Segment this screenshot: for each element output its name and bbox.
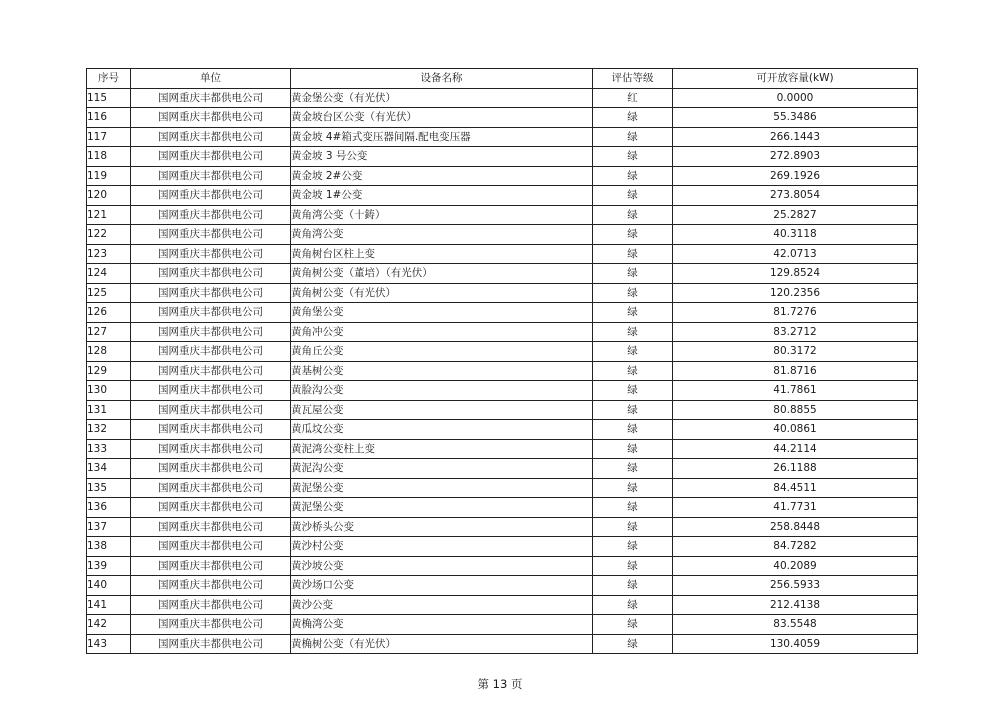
cell-grade: 绿 [593, 400, 673, 420]
cell-unit: 国网重庆丰都供电公司 [131, 303, 291, 323]
cell-seq: 138 [87, 537, 131, 557]
cell-grade: 绿 [593, 342, 673, 362]
table-row [87, 147, 918, 167]
header-unit: 单位 [131, 69, 291, 89]
cell-capacity: 212.4138 [673, 595, 918, 615]
cell-capacity: 272.8903 [673, 147, 918, 167]
table-row [87, 595, 918, 615]
table-row [87, 166, 918, 186]
cell-device-name: 黄金坡 3 号公变 [291, 147, 593, 167]
cell-unit: 国网重庆丰都供电公司 [131, 283, 291, 303]
cell-seq: 122 [87, 225, 131, 245]
cell-unit: 国网重庆丰都供电公司 [131, 225, 291, 245]
cell-grade: 绿 [593, 186, 673, 206]
cell-grade: 绿 [593, 634, 673, 654]
cell-device-name: 黄瓦屋公变 [291, 400, 593, 420]
cell-unit: 国网重庆丰都供电公司 [131, 420, 291, 440]
cell-device-name: 黄金坡 1#公变 [291, 186, 593, 206]
cell-capacity: 41.7861 [673, 381, 918, 401]
cell-capacity: 81.8716 [673, 361, 918, 381]
table-row [87, 439, 918, 459]
cell-grade: 绿 [593, 517, 673, 537]
cell-capacity: 55.3486 [673, 108, 918, 128]
cell-grade: 绿 [593, 166, 673, 186]
cell-grade: 绿 [593, 225, 673, 245]
cell-device-name: 黄基树公变 [291, 361, 593, 381]
cell-grade: 绿 [593, 322, 673, 342]
cell-device-name: 黄角湾公变（十鋳） [291, 205, 593, 225]
table-row [87, 264, 918, 284]
cell-seq: 133 [87, 439, 131, 459]
cell-unit: 国网重庆丰都供电公司 [131, 517, 291, 537]
cell-grade: 绿 [593, 459, 673, 479]
cell-unit: 国网重庆丰都供电公司 [131, 361, 291, 381]
cell-grade: 绿 [593, 264, 673, 284]
cell-device-name: 黄角树公变（有光伏） [291, 283, 593, 303]
cell-device-name: 黄金坡 4#箱式变压器间隔.配电变压器 [291, 127, 593, 147]
cell-capacity: 258.8448 [673, 517, 918, 537]
cell-unit: 国网重庆丰都供电公司 [131, 634, 291, 654]
cell-capacity: 83.2712 [673, 322, 918, 342]
cell-seq: 131 [87, 400, 131, 420]
cell-device-name: 黄桷湾公变 [291, 615, 593, 635]
cell-device-name: 黄瓜坟公变 [291, 420, 593, 440]
cell-grade: 绿 [593, 127, 673, 147]
cell-grade: 绿 [593, 381, 673, 401]
cell-unit: 国网重庆丰都供电公司 [131, 478, 291, 498]
cell-device-name: 黄角湾公变 [291, 225, 593, 245]
table-row [87, 225, 918, 245]
cell-device-name: 黄金坡 2#公变 [291, 166, 593, 186]
cell-capacity: 256.5933 [673, 576, 918, 596]
cell-capacity: 83.5548 [673, 615, 918, 635]
cell-unit: 国网重庆丰都供电公司 [131, 147, 291, 167]
table-row [87, 517, 918, 537]
cell-seq: 117 [87, 127, 131, 147]
table-row [87, 361, 918, 381]
table-row [87, 322, 918, 342]
cell-seq: 125 [87, 283, 131, 303]
cell-grade: 绿 [593, 244, 673, 264]
cell-grade: 红 [593, 88, 673, 108]
cell-capacity: 44.2114 [673, 439, 918, 459]
table-body [87, 88, 918, 654]
cell-capacity: 84.7282 [673, 537, 918, 557]
cell-grade: 绿 [593, 108, 673, 128]
table-row [87, 537, 918, 557]
cell-seq: 130 [87, 381, 131, 401]
cell-capacity: 42.0713 [673, 244, 918, 264]
cell-seq: 128 [87, 342, 131, 362]
cell-device-name: 黄角树台区柱上变 [291, 244, 593, 264]
cell-capacity: 40.2089 [673, 556, 918, 576]
cell-grade: 绿 [593, 537, 673, 557]
cell-grade: 绿 [593, 303, 673, 323]
cell-grade: 绿 [593, 147, 673, 167]
cell-seq: 120 [87, 186, 131, 206]
header-capacity: 可开放容量(kW) [673, 69, 918, 89]
cell-seq: 142 [87, 615, 131, 635]
cell-device-name: 黄泥沟公变 [291, 459, 593, 479]
header-grade: 评估等级 [593, 69, 673, 89]
cell-device-name: 黄角冲公变 [291, 322, 593, 342]
cell-grade: 绿 [593, 283, 673, 303]
cell-device-name: 黄沙桥头公变 [291, 517, 593, 537]
cell-unit: 国网重庆丰都供电公司 [131, 342, 291, 362]
cell-device-name: 黄沙场口公变 [291, 576, 593, 596]
page-number: 第 13 页 [477, 677, 523, 691]
cell-seq: 137 [87, 517, 131, 537]
table-row [87, 478, 918, 498]
cell-capacity: 266.1443 [673, 127, 918, 147]
cell-grade: 绿 [593, 439, 673, 459]
table-row [87, 205, 918, 225]
cell-device-name: 黄沙公变 [291, 595, 593, 615]
cell-seq: 116 [87, 108, 131, 128]
cell-seq: 115 [87, 88, 131, 108]
cell-grade: 绿 [593, 478, 673, 498]
cell-grade: 绿 [593, 361, 673, 381]
cell-unit: 国网重庆丰都供电公司 [131, 400, 291, 420]
cell-device-name: 黄脸沟公变 [291, 381, 593, 401]
table-row [87, 88, 918, 108]
cell-grade: 绿 [593, 556, 673, 576]
cell-capacity: 130.4059 [673, 634, 918, 654]
cell-device-name: 黄沙村公变 [291, 537, 593, 557]
header-device-name: 设备名称 [291, 69, 593, 89]
table-row [87, 186, 918, 206]
cell-seq: 124 [87, 264, 131, 284]
cell-device-name: 黄泥堡公变 [291, 498, 593, 518]
cell-seq: 132 [87, 420, 131, 440]
cell-capacity: 26.1188 [673, 459, 918, 479]
cell-device-name: 黄角丘公变 [291, 342, 593, 362]
cell-grade: 绿 [593, 498, 673, 518]
cell-unit: 国网重庆丰都供电公司 [131, 264, 291, 284]
cell-seq: 126 [87, 303, 131, 323]
table-row [87, 498, 918, 518]
cell-capacity: 80.8855 [673, 400, 918, 420]
table-row [87, 108, 918, 128]
table-row [87, 342, 918, 362]
cell-capacity: 120.2356 [673, 283, 918, 303]
cell-unit: 国网重庆丰都供电公司 [131, 576, 291, 596]
table-row [87, 400, 918, 420]
cell-grade: 绿 [593, 595, 673, 615]
capacity-table [86, 68, 918, 654]
table-row [87, 244, 918, 264]
cell-device-name: 黄金堡公变（有光伏） [291, 88, 593, 108]
cell-unit: 国网重庆丰都供电公司 [131, 322, 291, 342]
cell-unit: 国网重庆丰都供电公司 [131, 556, 291, 576]
cell-device-name: 黄金坡台区公变（有光伏） [291, 108, 593, 128]
cell-capacity: 269.1926 [673, 166, 918, 186]
cell-capacity: 40.0861 [673, 420, 918, 440]
cell-grade: 绿 [593, 205, 673, 225]
table-row [87, 556, 918, 576]
table-header-row [87, 69, 918, 89]
cell-seq: 121 [87, 205, 131, 225]
cell-seq: 119 [87, 166, 131, 186]
cell-grade: 绿 [593, 420, 673, 440]
cell-seq: 136 [87, 498, 131, 518]
cell-unit: 国网重庆丰都供电公司 [131, 166, 291, 186]
cell-capacity: 273.8054 [673, 186, 918, 206]
table-row [87, 459, 918, 479]
table-row [87, 303, 918, 323]
cell-seq: 129 [87, 361, 131, 381]
cell-unit: 国网重庆丰都供电公司 [131, 88, 291, 108]
header-seq: 序号 [87, 69, 131, 89]
cell-unit: 国网重庆丰都供电公司 [131, 439, 291, 459]
cell-device-name: 黄泥湾公变柱上变 [291, 439, 593, 459]
table-row [87, 381, 918, 401]
cell-capacity: 84.4511 [673, 478, 918, 498]
cell-seq: 135 [87, 478, 131, 498]
cell-capacity: 25.2827 [673, 205, 918, 225]
cell-seq: 140 [87, 576, 131, 596]
cell-device-name: 黄沙坡公变 [291, 556, 593, 576]
cell-seq: 141 [87, 595, 131, 615]
table-row [87, 127, 918, 147]
cell-unit: 国网重庆丰都供电公司 [131, 537, 291, 557]
cell-grade: 绿 [593, 576, 673, 596]
cell-capacity: 81.7276 [673, 303, 918, 323]
cell-seq: 139 [87, 556, 131, 576]
cell-capacity: 129.8524 [673, 264, 918, 284]
cell-seq: 143 [87, 634, 131, 654]
cell-unit: 国网重庆丰都供电公司 [131, 127, 291, 147]
table-row [87, 420, 918, 440]
cell-capacity: 0.0000 [673, 88, 918, 108]
cell-device-name: 黄角树公变（董培）（有光伏） [291, 264, 593, 284]
cell-seq: 123 [87, 244, 131, 264]
cell-seq: 134 [87, 459, 131, 479]
cell-device-name: 黄桷树公变（有光伏） [291, 634, 593, 654]
cell-unit: 国网重庆丰都供电公司 [131, 498, 291, 518]
cell-unit: 国网重庆丰都供电公司 [131, 595, 291, 615]
cell-unit: 国网重庆丰都供电公司 [131, 381, 291, 401]
table-row [87, 615, 918, 635]
cell-unit: 国网重庆丰都供电公司 [131, 108, 291, 128]
cell-unit: 国网重庆丰都供电公司 [131, 186, 291, 206]
table-row [87, 283, 918, 303]
cell-capacity: 41.7731 [673, 498, 918, 518]
cell-grade: 绿 [593, 615, 673, 635]
table-row [87, 576, 918, 596]
cell-seq: 118 [87, 147, 131, 167]
table-row [87, 634, 918, 654]
cell-device-name: 黄角堡公变 [291, 303, 593, 323]
cell-device-name: 黄泥堡公变 [291, 478, 593, 498]
cell-unit: 国网重庆丰都供电公司 [131, 244, 291, 264]
cell-unit: 国网重庆丰都供电公司 [131, 615, 291, 635]
cell-capacity: 40.3118 [673, 225, 918, 245]
cell-unit: 国网重庆丰都供电公司 [131, 205, 291, 225]
cell-seq: 127 [87, 322, 131, 342]
cell-capacity: 80.3172 [673, 342, 918, 362]
cell-unit: 国网重庆丰都供电公司 [131, 459, 291, 479]
